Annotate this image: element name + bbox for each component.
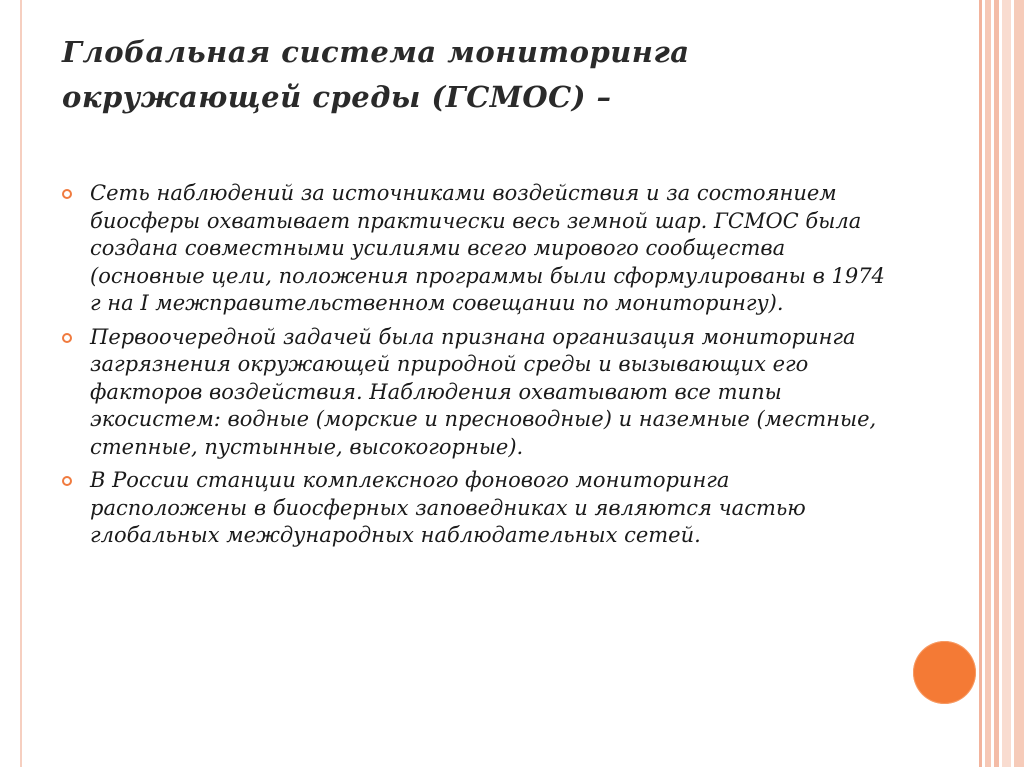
bullet-list (62, 180, 892, 556)
list-item (62, 180, 892, 318)
list-item (62, 324, 892, 462)
left-divider-line (20, 0, 22, 767)
bullet-ring-icon (62, 333, 72, 343)
list-item (62, 467, 892, 550)
bullet-text: Сеть наблюдений за источниками воздействия и за состоянием биосферы охватывает практически весь земной шар. ГСМОС была создана совместными усилиями всего мирового сообщества (основные цели, положения программы были сформулированы в 1974 г на I межправительственном совещании по мониторингу). (90, 181, 885, 315)
decor-stripe (994, 0, 999, 767)
decor-stripe (985, 0, 991, 767)
decor-stripe (1014, 0, 1024, 767)
decor-stripe (1002, 0, 1011, 767)
decor-stripe (979, 0, 982, 767)
bullet-text: В России станции комплексного фонового мониторинга расположены в биосферных заповедниках и являются частью глобальных международных наблюдательных сетей. (90, 468, 806, 547)
bullet-ring-icon (62, 476, 72, 486)
title-line-1: Глобальная система мониторинга (62, 35, 690, 69)
bullet-ring-icon (62, 189, 72, 199)
slide-title (62, 30, 942, 120)
orange-circle-icon (913, 641, 976, 704)
title-line-2: окружающей среды (ГСМОС) – (62, 80, 612, 114)
bullet-text: Первоочередной задачей была признана организация мониторинга загрязнения окружающей природной среды и вызывающих его факторов воздействия. Наблюдения охватывают все типы экосистем: водные (морские и пресноводные) и наземные (местные, степные, пустынные, высокогорные). (90, 324, 877, 459)
